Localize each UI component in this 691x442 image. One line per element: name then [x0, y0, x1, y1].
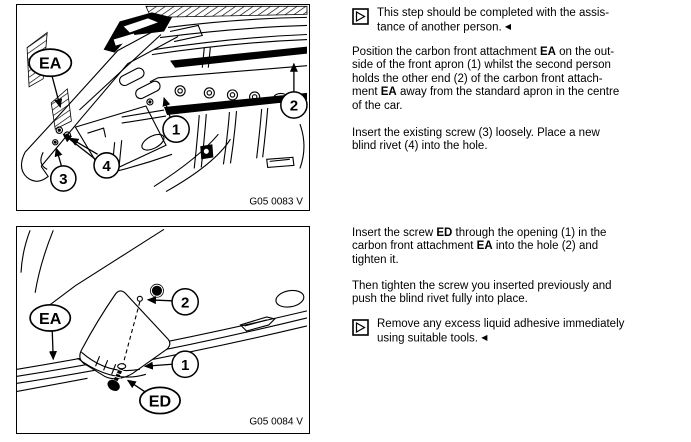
technical-drawing-screw — [17, 227, 309, 433]
figure-front-apron-diagram — [16, 4, 310, 211]
instruction-tighten-screw — [352, 280, 612, 307]
svg-text:EA: EA — [39, 54, 62, 73]
label-ea — [30, 305, 70, 331]
paragraph-end-marker-icon: ◀ — [481, 333, 488, 343]
text-line: tighten it. — [352, 253, 399, 266]
instruction-insert-screw-ed — [352, 227, 606, 267]
callout-labels — [30, 289, 303, 428]
note-icon — [352, 8, 369, 25]
figure-caption: G05 0083 V — [249, 196, 303, 208]
text-line: Then tighten the screw you inserted previously and — [352, 280, 612, 292]
text-line: carbon front attachment EA into the hole (2) and — [352, 240, 599, 253]
callout-3 — [51, 166, 76, 191]
note-remove-adhesive — [352, 318, 624, 346]
figure-caption: G05 0084 V — [249, 416, 303, 428]
technical-drawing-apron — [17, 5, 309, 210]
svg-text:1: 1 — [171, 121, 181, 139]
svg-text:EA: EA — [39, 309, 62, 328]
callout-4 — [94, 153, 119, 178]
svg-text:3: 3 — [59, 171, 68, 189]
text-line: holds the other end (2) of the carbon front attach- — [352, 72, 603, 85]
svg-text:1: 1 — [180, 356, 190, 374]
note-assistance — [352, 7, 609, 35]
callout-1 — [163, 116, 189, 142]
label-ea — [29, 49, 71, 76]
text-line: tance of another person. ◀ — [377, 21, 512, 34]
svg-text:2: 2 — [180, 294, 190, 312]
note-text — [377, 318, 624, 346]
text-line: side of the front apron (1) whilst the second person — [352, 59, 611, 72]
callout-2 — [281, 92, 307, 118]
svg-text:2: 2 — [289, 97, 299, 115]
callout-2 — [172, 289, 198, 315]
text-line: Position the carbon front attachment EA on the out- — [352, 46, 615, 58]
text-line: using suitable tools. ◀ — [377, 332, 488, 345]
instruction-position-attachment — [352, 46, 619, 113]
text-line: blind rivet (4) into the hole. — [352, 140, 488, 153]
callout-labels — [29, 49, 307, 208]
svg-text:4: 4 — [102, 157, 111, 175]
instruction-insert-screw-rivet — [352, 127, 600, 154]
note-icon — [352, 319, 369, 336]
blind-rivet-head — [150, 284, 163, 297]
text-line: Insert the screw ED through the opening (1) in the — [352, 227, 607, 239]
text-line: Remove any excess liquid adhesive immediately — [377, 318, 625, 330]
svg-text:ED: ED — [148, 392, 172, 411]
cowl-hatch-strip — [146, 6, 307, 17]
text-line: Insert the existing screw (3) loosely. Place a new — [352, 127, 600, 139]
text-line: ment EA away from the standard apron in the centre — [352, 86, 620, 99]
text-line: of the car. — [352, 99, 403, 112]
figure-screw-detail-diagram — [16, 226, 310, 434]
label-ed — [140, 387, 180, 413]
note-text — [377, 7, 609, 35]
paragraph-end-marker-icon: ◀ — [504, 22, 512, 32]
text-line: push the blind rivet fully into place. — [352, 293, 528, 306]
callout-1 — [172, 351, 198, 377]
text-line: This step should be completed with the assis- — [377, 7, 610, 19]
